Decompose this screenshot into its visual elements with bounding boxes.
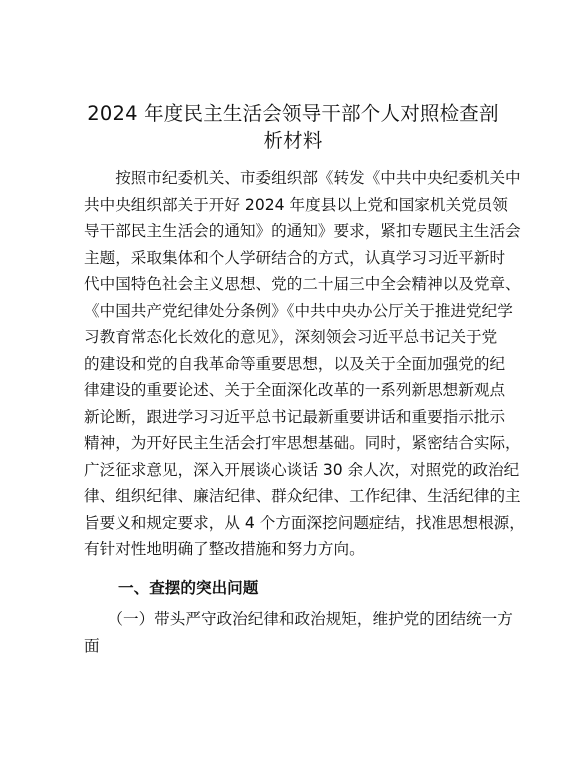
- paragraph-line: 代中国特色社会主义思想、党的二十届三中全会精神以及党章、: [84, 275, 521, 293]
- paragraph-line: 习教育常态化长效化的意见》，深刻领会习近平总书记关于党: [84, 328, 498, 346]
- paragraph-line: 《中国共产党纪律处分条例》《中共中央办公厅关于推进党纪学: [84, 301, 513, 320]
- title-line-2: 析材料: [263, 128, 323, 152]
- paragraph-line: 律建设的重要论述、关于全面深化改革的一系列新思想新观点: [84, 381, 506, 399]
- paragraph-line: 有针对性地明确了整改措施和努力方向。: [84, 540, 365, 558]
- intro-paragraph: [84, 165, 525, 563]
- paragraph-line: 导干部民主生活会的通知》的通知》要求，紧扣专题民主生活会: [84, 222, 521, 240]
- paragraph-line: 共中央组织部关于开好 2024 年度县以上党和国家机关党员领: [84, 195, 508, 214]
- paragraph-line: 广泛征求意见，深入开展谈心谈话 30 余人次，对照党的政治纪: [84, 460, 520, 479]
- paragraph-line: 按照市纪委机关、市委组织部《转发《中共中央纪委机关中: [84, 169, 521, 187]
- subsection-line-2: 面: [84, 636, 100, 655]
- document-title: [60, 99, 526, 152]
- paragraph-line: 的建设和党的自我革命等重要思想，以及关于全面加强党的纪: [84, 354, 506, 373]
- subsection-line-1: （一）带头严守政治纪律和政治规矩，维护党的团结统一方: [84, 610, 513, 628]
- paragraph-line: 旨要义和规定要求，从 4 个方面深挖问题症结，找准思想根源，: [84, 513, 525, 532]
- section-heading: 一、查摆的突出问题: [118, 579, 259, 597]
- subsection-heading: [84, 606, 513, 659]
- title-line-1: 2024 年度民主生活会领导干部个人对照检查剖: [87, 102, 499, 125]
- paragraph-line: 主题，采取集体和个人学研结合的方式，认真学习习近平新时: [84, 248, 506, 267]
- paragraph-line: 新论断，跟进学习习近平总书记最新重要讲话和重要指示批示: [84, 407, 506, 426]
- paragraph-line: 律、组织纪律、廉洁纪律、群众纪律、工作纪律、生活纪律的主: [84, 487, 521, 505]
- paragraph-line: 精神，为开好民主生活会打牢思想基础。同时，紧密结合实际，: [84, 434, 521, 452]
